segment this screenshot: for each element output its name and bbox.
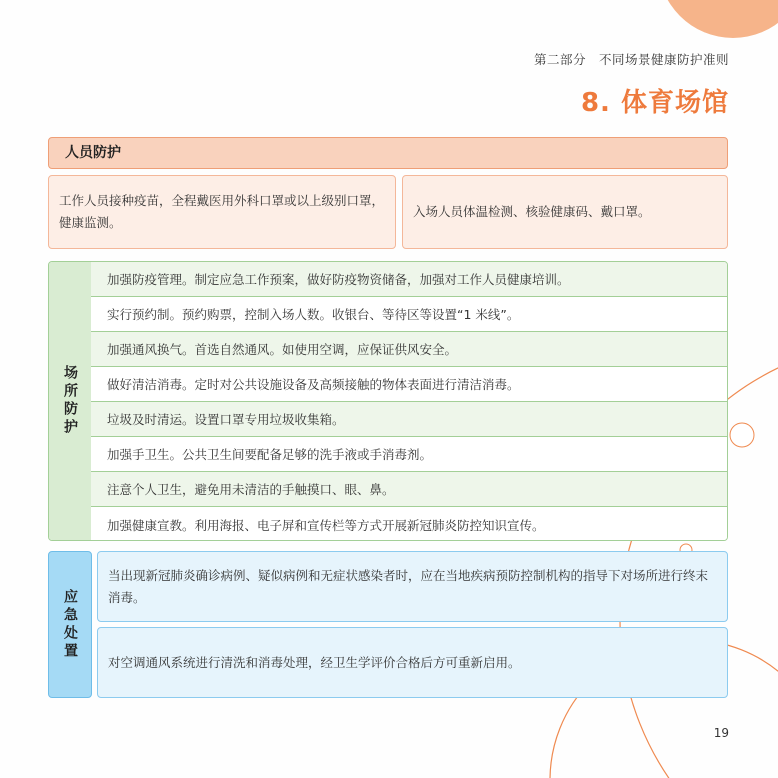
emergency-item-text: 当出现新冠肺炎确诊病例、疑似病例和无症状感染者时，应在当地疾病预防控制机构的指导下对场所进行终末消毒。 xyxy=(108,567,709,605)
list-item: 注意个人卫生，避免用未清洁的手触摸口、眼、鼻。 xyxy=(91,472,727,507)
emergency-item xyxy=(97,627,728,698)
page-number: 19 xyxy=(713,726,729,740)
decorative-circle-top xyxy=(658,0,778,38)
list-item: 实行预约制。预约购票，控制入场人数。收银台、等待区等设置“1 米线”。 xyxy=(91,297,727,332)
list-item: 做好清洁消毒。定时对公共设施设备及高频接触的物体表面进行清洁消毒。 xyxy=(91,367,727,402)
list-item: 加强健康宣教。利用海报、电子屏和宣传栏等方式开展新冠肺炎防控知识宣传。 xyxy=(91,507,727,541)
emergency-item-text: 对空调通风系统进行清洗和消毒处理，经卫生学评价合格后方可重新启用。 xyxy=(108,654,521,670)
personnel-visitor-box xyxy=(402,175,728,249)
venue-rows xyxy=(91,262,727,540)
personnel-visitor-text: 入场人员体温检测、核验健康码、戴口罩。 xyxy=(413,204,651,219)
emergency-item xyxy=(97,551,728,622)
section-label: 第二部分 不同场景健康防护准则 xyxy=(533,52,729,67)
emergency-label-cell xyxy=(48,551,92,698)
page-title: 8. 体育场馆 xyxy=(580,88,729,118)
venue-protection-table xyxy=(48,261,728,541)
list-item: 加强通风换气。首选自然通风。如使用空调，应保证供风安全。 xyxy=(91,332,727,367)
list-item: 加强防疫管理。制定应急工作预案，做好防疫物资储备，加强对工作人员健康培训。 xyxy=(91,262,727,297)
personnel-staff-text: 工作人员接种疫苗，全程戴医用外科口罩或以上级别口罩，健康监测。 xyxy=(59,193,385,230)
personnel-staff-box xyxy=(48,175,396,249)
list-item: 加强手卫生。公共卫生间要配备足够的洗手液或手消毒剂。 xyxy=(91,437,727,472)
list-item: 垃圾及时清运。设置口罩专用垃圾收集箱。 xyxy=(91,402,727,437)
emergency-label: 应急处置 xyxy=(62,588,78,661)
personnel-heading: 人员防护 xyxy=(48,137,728,169)
venue-label: 场所防护 xyxy=(62,365,78,437)
venue-label-cell xyxy=(49,262,91,540)
